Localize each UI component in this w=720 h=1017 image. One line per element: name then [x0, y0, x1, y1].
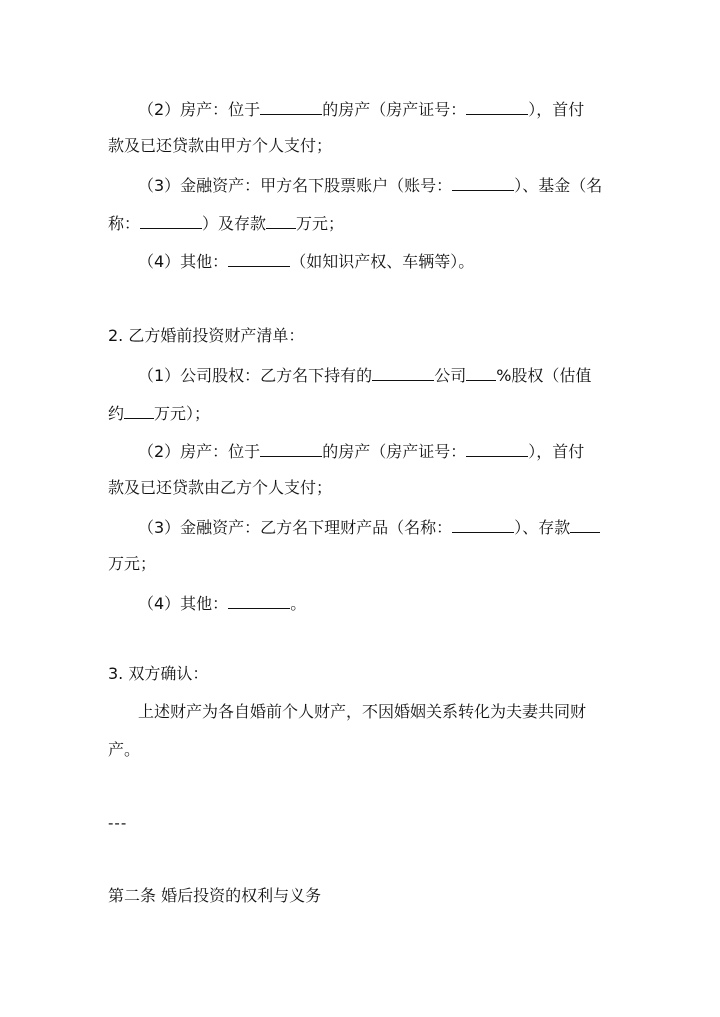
clause-text: （3）金融资产：甲方名下股票账户（账号：	[138, 176, 453, 195]
clause-line	[138, 516, 600, 538]
clause-line	[138, 98, 584, 120]
clause-text: ），首付	[528, 442, 585, 461]
clause-line	[108, 478, 332, 498]
clause-text: ）、基金（名	[514, 176, 603, 195]
clause-text: 的房产（房产证号：	[322, 442, 467, 461]
fill-blank	[260, 440, 322, 457]
clause-text: 。	[290, 594, 307, 613]
clause-text: ）、存款	[514, 518, 571, 537]
clause-line	[138, 592, 306, 614]
clause-text: （1）公司股权：乙方名下持有的	[138, 366, 373, 385]
clause-line	[108, 136, 332, 156]
clause-text: %股权（估值	[496, 366, 592, 385]
clause-text: （2）房产：位于	[138, 442, 261, 461]
clause-line	[138, 250, 474, 272]
clause-text: 万元；	[296, 214, 345, 233]
fill-blank	[266, 212, 296, 229]
clause-text: （4）其他：	[138, 252, 229, 271]
fill-blank	[466, 364, 496, 381]
separator-text: ---	[108, 814, 128, 832]
clause-text: 约	[108, 404, 125, 423]
paragraph-line: 产。	[108, 740, 141, 759]
clause-text: ），首付	[528, 100, 585, 119]
clause-line	[138, 364, 591, 386]
article-title: 第二条 婚后投资的权利与义务	[108, 886, 322, 905]
clause-text: 款及已还贷款由甲方个人支付；	[108, 136, 333, 155]
fill-blank	[228, 592, 290, 609]
fill-blank	[466, 440, 528, 457]
clause-text: 的房产（房产证号：	[322, 100, 467, 119]
clause-text: 称：	[108, 214, 141, 233]
clause-text: ）及存款	[202, 214, 267, 233]
clause-text: （4）其他：	[138, 594, 229, 613]
clause-text: 万元）；	[154, 404, 211, 423]
section-heading: 3. 双方确认：	[108, 664, 209, 683]
fill-blank	[228, 250, 290, 267]
clause-text: （3）金融资产：乙方名下理财产品（名称：	[138, 518, 453, 537]
fill-blank	[452, 174, 514, 191]
fill-blank	[260, 98, 322, 115]
clause-text: 款及已还贷款由乙方个人支付；	[108, 478, 333, 497]
fill-blank	[452, 516, 514, 533]
fill-blank	[140, 212, 202, 229]
clause-text: 万元；	[108, 554, 157, 573]
section-heading: 2. 乙方婚前投资财产清单：	[108, 326, 305, 345]
clause-line	[108, 554, 156, 574]
paragraph-line: 上述财产为各自婚前个人财产，不因婚姻关系转化为夫妻共同财	[138, 702, 587, 721]
fill-blank	[570, 516, 600, 533]
fill-blank	[466, 98, 528, 115]
clause-line	[108, 402, 210, 424]
clause-line	[138, 174, 602, 196]
fill-blank	[372, 364, 434, 381]
clause-text: （如知识产权、车辆等）。	[290, 252, 475, 271]
clause-line	[108, 212, 344, 234]
clause-line	[138, 440, 584, 462]
fill-blank	[124, 402, 154, 419]
clause-text: 公司	[434, 366, 467, 385]
clause-text: （2）房产：位于	[138, 100, 261, 119]
